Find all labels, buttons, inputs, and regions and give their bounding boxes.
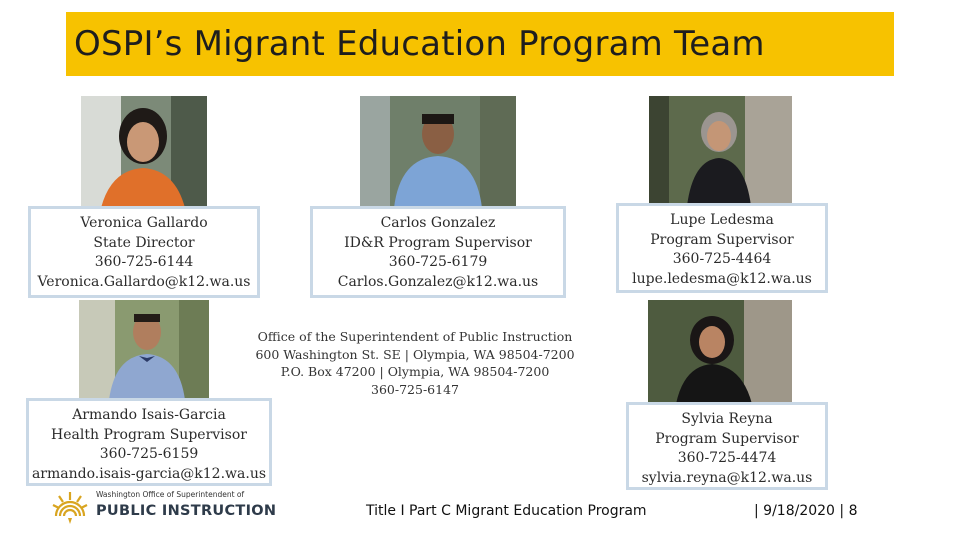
staff-email[interactable]: lupe.ledesma@k12.wa.us <box>632 270 812 287</box>
staff-card-sylvia-reyna <box>626 402 828 490</box>
staff-email[interactable]: armando.isais-garcia@k12.wa.us <box>31 465 267 482</box>
footer-date-page: | 9/18/2020 | 8 <box>754 503 858 519</box>
office-street-address: 600 Washington St. SE | Olympia, WA 98504-7200 <box>255 346 575 362</box>
logo-wordmark: PUBLIC INSTRUCTION <box>96 503 277 519</box>
photo-armando-isais-garcia <box>79 300 209 400</box>
staff-name: Veronica Gallardo <box>80 215 208 231</box>
office-po-box: P.O. Box 47200 | Olympia, WA 98504-7200 <box>280 364 550 379</box>
staff-card-veronica-gallardo <box>28 206 260 298</box>
staff-phone: 360-725-4464 <box>672 251 772 267</box>
photo-carlos-gonzalez <box>360 96 516 208</box>
photo-lupe-ledesma <box>649 96 792 206</box>
portrait-image <box>79 300 209 400</box>
staff-role: Program Supervisor <box>655 430 799 447</box>
portrait-image <box>649 96 792 206</box>
staff-name: Lupe Ledesma <box>670 212 774 228</box>
footer-title: Title I Part C Migrant Education Program <box>366 503 647 519</box>
photo-sylvia-reyna <box>648 300 792 404</box>
staff-phone: 360-725-4474 <box>677 450 777 466</box>
office-address-block <box>250 328 580 398</box>
sun-emblem-icon <box>50 486 90 526</box>
portrait-image <box>81 96 207 208</box>
portrait-image <box>360 96 516 208</box>
staff-email[interactable]: Veronica.Gallardo@k12.wa.us <box>37 273 251 290</box>
staff-role: Health Program Supervisor <box>51 426 247 443</box>
staff-phone: 360-725-6179 <box>388 254 488 270</box>
staff-card-carlos-gonzalez <box>310 206 566 298</box>
staff-email[interactable]: Carlos.Gonzalez@k12.wa.us <box>337 273 539 290</box>
staff-phone: 360-725-6159 <box>99 446 199 462</box>
page-title: OSPI’s Migrant Education Program Team <box>74 24 765 64</box>
logo-subtitle: Washington Office of Superintendent of <box>96 490 245 499</box>
title-bar <box>66 12 894 76</box>
staff-role: Program Supervisor <box>650 231 794 248</box>
office-phone: 360-725-6147 <box>371 381 459 397</box>
staff-name: Carlos Gonzalez <box>380 215 496 231</box>
staff-role: ID&R Program Supervisor <box>344 234 532 251</box>
staff-name: Sylvia Reyna <box>681 411 773 427</box>
staff-name: Armando Isais-Garcia <box>72 407 226 423</box>
ospi-logo <box>50 486 277 526</box>
office-name: Office of the Superintendent of Public Instruction <box>257 329 573 344</box>
photo-veronica-gallardo <box>81 96 207 208</box>
staff-card-lupe-ledesma <box>616 203 828 293</box>
staff-phone: 360-725-6144 <box>94 254 194 270</box>
staff-role: State Director <box>93 234 195 251</box>
staff-email[interactable]: sylvia.reyna@k12.wa.us <box>641 469 813 486</box>
staff-card-armando-isais-garcia <box>26 398 272 486</box>
portrait-image <box>648 300 792 404</box>
